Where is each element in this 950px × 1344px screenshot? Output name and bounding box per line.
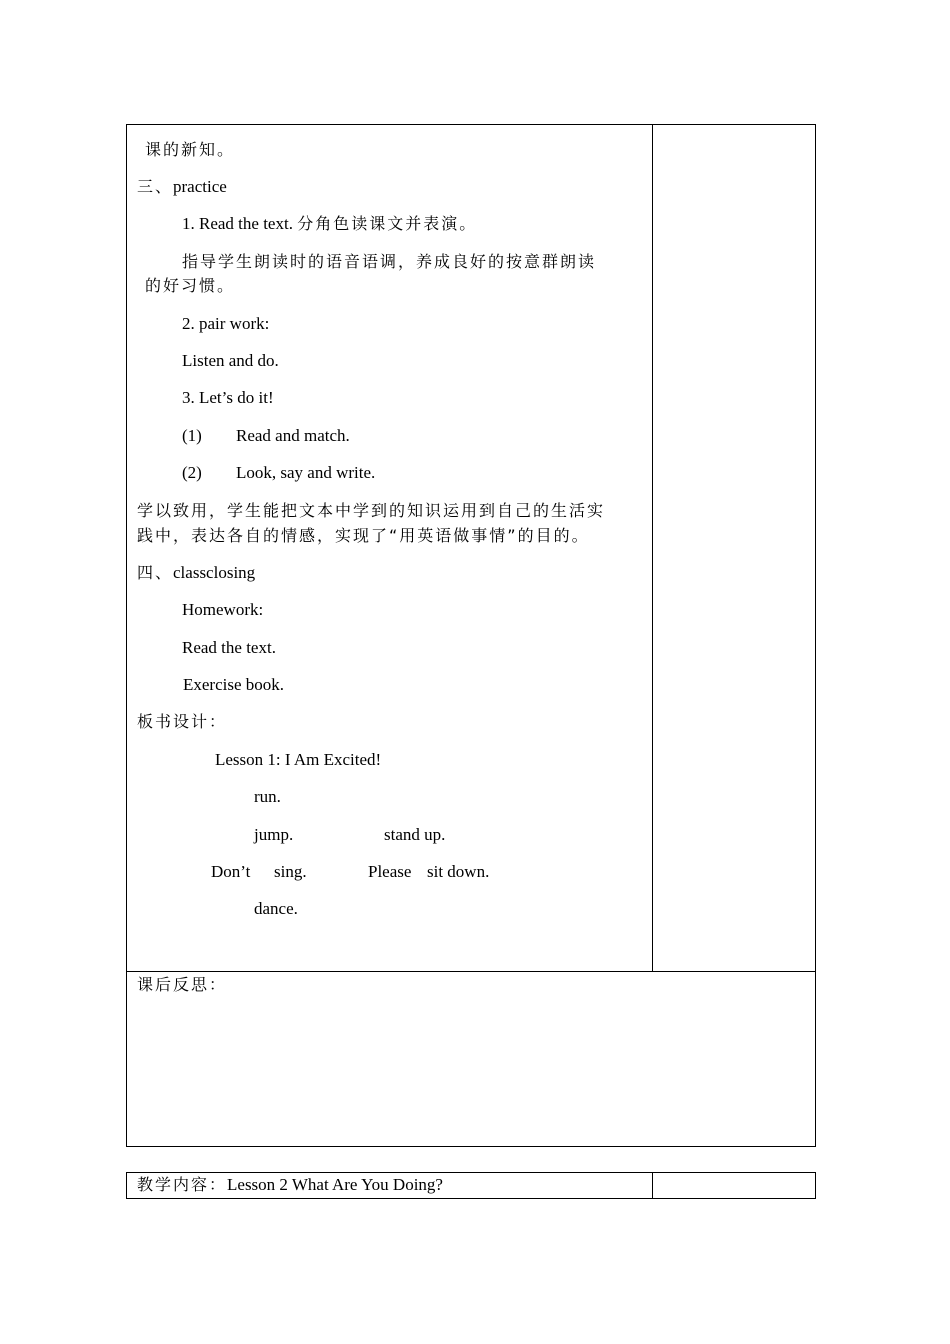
section-title: practice <box>173 177 227 196</box>
list-item: Look, say and write. <box>236 463 376 482</box>
text-line: Homework: <box>182 600 264 619</box>
section-number: 四、 <box>137 563 174 582</box>
step-cn: 分角色读课文并表演。 <box>297 214 478 233</box>
list-number: (1) <box>182 426 202 445</box>
step-pair-work: 2. pair work: <box>182 314 270 333</box>
board-word: sing. <box>274 862 307 881</box>
text-line: Listen and do. <box>182 351 279 370</box>
section-number: 三、 <box>137 177 174 196</box>
step-lets-do-it: 3. Let’s do it! <box>182 388 274 407</box>
step-en: 1. Read the text. <box>182 214 293 233</box>
text-line: 践中，表达各自的情感，实现了“用英语做事情”的目的。 <box>137 526 590 545</box>
board-word: dance. <box>254 899 298 918</box>
row-divider <box>126 971 816 972</box>
board-word: Please <box>368 862 412 881</box>
text-line: 的好习惯。 <box>145 276 236 295</box>
board-design-label: 板书设计： <box>137 712 228 731</box>
text-line: Read the text. <box>182 638 276 657</box>
text-line: 指导学生朗读时的语音语调，养成良好的按意群朗读 <box>182 252 597 271</box>
board-word: run. <box>254 787 281 806</box>
text-line: Exercise book. <box>183 675 285 694</box>
text-line: 学以致用，学生能把文本中学到的知识运用到自己的生活实 <box>137 501 606 520</box>
list-number: (2) <box>182 463 202 482</box>
list-item: Read and match. <box>236 426 350 445</box>
board-word: Don’t <box>211 862 251 881</box>
section-heading-practice <box>137 177 227 197</box>
column-divider <box>652 1172 653 1199</box>
content-label: 教学内容： <box>137 1175 228 1194</box>
step-read-text <box>182 214 477 234</box>
section-heading-closing <box>137 563 255 583</box>
next-lesson-row <box>137 1175 443 1195</box>
text-line: 课的新知。 <box>145 140 236 159</box>
board-word: stand up. <box>384 825 446 844</box>
reflection-label: 课后反思： <box>137 975 228 994</box>
board-word: jump. <box>254 825 294 844</box>
lesson-title: Lesson 2 What Are You Doing? <box>227 1175 443 1194</box>
section-title: classclosing <box>173 563 256 582</box>
board-title: Lesson 1: I Am Excited! <box>215 750 382 769</box>
column-divider <box>652 124 653 972</box>
board-word: sit down. <box>427 862 490 881</box>
